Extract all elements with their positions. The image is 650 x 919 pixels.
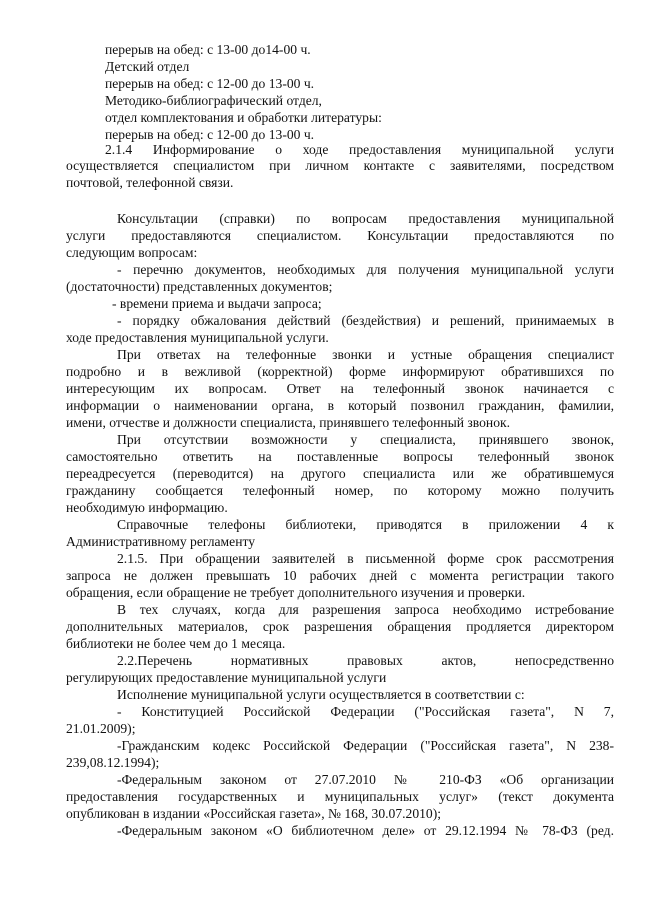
text-line: интересующим их вопросам. Ответ на телефонный звонок начинается с (66, 381, 614, 396)
text-line: - Конституцией Российской Федерации ("Российская газета", N 7, (117, 704, 614, 719)
text-line: библиотеки не более чем до 1 месяца. (66, 636, 286, 651)
text-line: (достаточности) представленных документов; (66, 279, 333, 294)
text-line: следующим вопросам: (66, 245, 198, 260)
text-line: -Федеральным законом «О библиотечном деле» от 29.12.1994 № 78-ФЗ (ред. (117, 823, 614, 838)
text-line: Справочные телефоны библиотеки, приводятся в приложении 4 к (117, 517, 614, 532)
text-line: регулирующих предоставление муниципальной услуги (66, 670, 387, 685)
text-line: 21.01.2009); (66, 721, 136, 736)
text-line: ходе предоставления муниципальной услуги. (66, 330, 329, 345)
text-line: гражданину сообщается телефонный номер, по которому можно получить (66, 483, 614, 498)
text-line: осуществляется специалистом при личном контакте с заявителями, посредством (66, 158, 614, 173)
text-line: перерыв на обед: с 13-00 до14-00 ч. (105, 42, 311, 57)
text-line: почтовой, телефонной связи. (66, 175, 234, 190)
text-line: обращения, если обращение не требует дополнительного изучения и проверки. (66, 585, 526, 600)
text-line: самостоятельно ответить на поставленные вопросы телефонный звонок (66, 449, 614, 464)
text-line: 2.1.5. При обращении заявителей в письменной форме срок рассмотрения (117, 551, 614, 566)
text-line: -Федеральным законом от 27.07.2010 № 210-ФЗ «Об организации (117, 772, 614, 787)
text-line: - времени приема и выдачи запроса; (112, 296, 322, 311)
text-line: опубликован в издании «Российская газета», № 168, 30.07.2010); (66, 806, 442, 821)
text-line: Исполнение муниципальной услуги осуществляется в соответствии с: (117, 687, 525, 702)
text-line: -Гражданским кодекс Российской Федерации ("Российская газета", N 238- (117, 738, 614, 753)
text-line: услуги предоставляются специалистом. Консультации предоставляются по (66, 228, 614, 243)
text-line: 2.1.4 Информирование о ходе предоставления муниципальной услуги (105, 142, 614, 157)
text-line: 2.2.Перечень нормативных правовых актов, непосредственно (117, 653, 614, 668)
text-line: переадресуется (переводится) на другого специалиста или же обратившемуся (66, 466, 614, 481)
text-line: При ответах на телефонные звонки и устные обращения специалист (117, 347, 614, 362)
text-line: 239,08.12.1994); (66, 755, 160, 770)
text-line: Консультации (справки) по вопросам предоставления муниципальной (117, 211, 614, 226)
text-line: - порядку обжалования действий (бездействия) и решений, принимаемых в (117, 313, 614, 328)
text-line: подробно и в вежливой (корректной) форме информируют обратившихся по (66, 364, 614, 379)
text-line: перерыв на обед: с 12-00 до 13-00 ч. (105, 76, 315, 91)
text-line: - перечню документов, необходимых для получения муниципальной услуги (117, 262, 614, 277)
text-line: перерыв на обед: с 12-00 до 13-00 ч. (105, 127, 315, 142)
text-line: информации о наименовании органа, в который позвонил гражданин, фамилии, (66, 398, 614, 413)
text-line: Методико-библиографический отдел, (105, 93, 322, 108)
text-line: отдел комплектования и обработки литературы: (105, 110, 382, 125)
text-line: запроса не должен превышать 10 рабочих дней с момента регистрации такого (66, 568, 614, 583)
text-line: имени, отчестве и должности специалиста, принявшего телефонный звонок. (66, 415, 510, 430)
text-line: предоставления государственных и муниципальных услуг» (текст документа (66, 789, 614, 804)
text-line: Административному регламенту (66, 534, 256, 549)
text-line: Детский отдел (105, 59, 190, 74)
text-line: необходимую информацию. (66, 500, 228, 515)
text-line: В тех случаях, когда для разрешения запроса необходимо истребование (117, 602, 614, 617)
text-line: дополнительных материалов, срок разрешения обращения продляется директором (66, 619, 614, 634)
text-line: При отсутствии возможности у специалиста, принявшего звонок, (117, 432, 614, 447)
